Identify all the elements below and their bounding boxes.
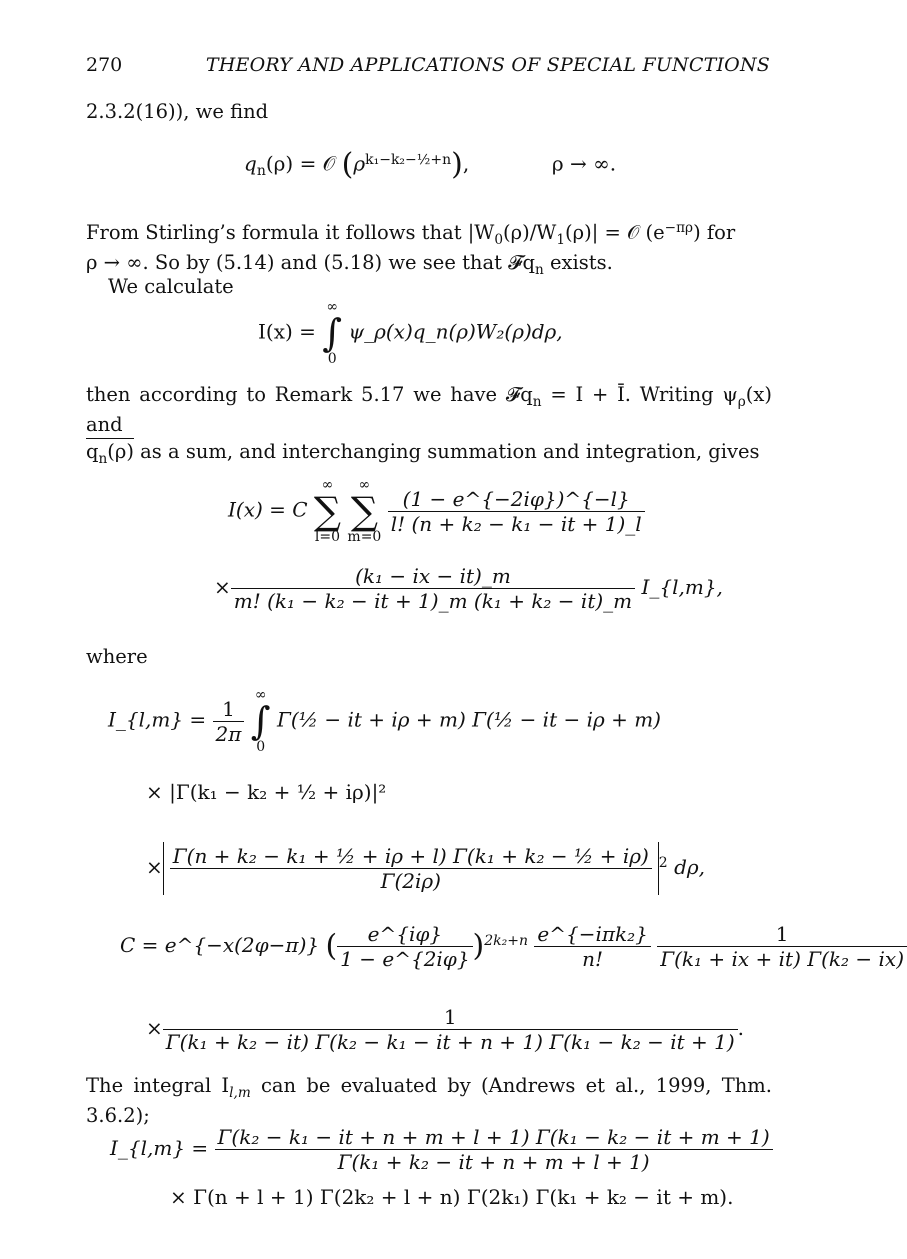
eq3b-tail: I_{l,m}, — [641, 575, 723, 599]
eq6-tail: dρ, — [674, 855, 705, 879]
p2-part-h: ρ → ∞. So by (5.14) and (5.18) we see that 𝓕q — [86, 251, 536, 274]
equation-qn-asymptotic: $q_n(\rho)$ = 𝒪 $(\rho^{k_1-k_2-\frac{1}{2}+n})$, ρ → ∞. — [244, 147, 617, 182]
equation-gamma-abs-squared: × |Γ(k₁ − k₂ + ½ + iρ)|² — [146, 780, 387, 804]
eq1-exponent: k₁−k₂−½+n — [365, 151, 452, 168]
p2-sub-0: 0 — [494, 231, 504, 248]
p4-part-c: = I + Ī. Writing ψ — [541, 383, 738, 406]
eq4-prefactor-den: 2π — [215, 721, 242, 746]
eq7-paren-fraction — [337, 922, 472, 971]
eq8-fraction — [163, 1005, 738, 1054]
equation-Ilm-closed-form-line2: × Γ(n + l + 1) Γ(2k₂ + l + n) Γ(2k₁) Γ(k₁ + k₂ − it + m). — [170, 1185, 734, 1209]
p4-sub-rho: ρ — [737, 393, 746, 410]
eq4-lower: 0 — [256, 739, 266, 755]
eq1-arg: (ρ) = 𝒪 — [265, 151, 336, 176]
p4-part-i: as a sum, and interchanging summation and integration, gives — [133, 440, 760, 463]
p6-part-c: can be evaluated by (Andrews et al., 1999, Thm. 3.6.2); — [86, 1074, 772, 1127]
eq1-base: ρ — [353, 151, 366, 176]
eq7-paren-den: 1 − e^{2iφ} — [340, 947, 470, 971]
eq1-lhs: q — [244, 151, 257, 176]
eq3-sum-l: ∞ ∑ l=0 — [313, 477, 342, 545]
paragraph-remark — [86, 381, 772, 468]
eq6-fraction — [170, 844, 652, 893]
eq4-upper: ∞ — [254, 687, 267, 703]
p6-sub-lm: l,m — [229, 1084, 251, 1101]
eq3-sum-l-top: ∞ — [321, 477, 334, 493]
eq7-phase-num: e^{−iπk₂} — [534, 922, 650, 947]
eq3b-fraction — [231, 564, 635, 613]
eq2-lower: 0 — [327, 351, 337, 367]
eq8-denominator: Γ(k₁ + k₂ − it) Γ(k₂ − k₁ − it + n + 1) Γ(k₁ − k₂ − it + 1) — [165, 1030, 735, 1054]
eq3-numerator: (1 − e^{−2iφ})^{−l} — [388, 487, 645, 512]
eq9-lhs: I_{l,m} = — [110, 1136, 209, 1160]
eq6-numerator: Γ(n + k₂ − k₁ + ½ + iρ + l) Γ(k₁ + k₂ − ½ + iρ) — [170, 844, 652, 869]
eq1-tail: ρ → ∞. — [551, 151, 617, 176]
eq4-integral-limits: ∞ ∫ 0 — [250, 687, 271, 755]
eq7-lhs: C = e^{−x(2φ−π)} — [120, 933, 320, 957]
equation-C-line2: × $\frac{1}{\text{Γ(k₁ + k₂ − it) Γ(k₂ − k₁ − it + n + 1) Γ(k₁ − k₂ − it + 1)}}$ . — [146, 1005, 744, 1054]
eq7-paren-num: e^{iφ} — [337, 922, 472, 947]
p2-part-g: ) for — [693, 221, 736, 244]
p4-q: q — [86, 440, 99, 463]
eq3-lhs: I(x) = C — [228, 497, 308, 522]
paragraph-where: where — [86, 645, 148, 668]
paragraph-stirling — [86, 219, 772, 279]
p2-exponent: −πρ — [664, 220, 694, 237]
eq7-gamma-num: 1 — [657, 922, 907, 947]
eq9-fraction — [215, 1125, 773, 1174]
p2-part-e: (ρ)| = 𝒪 (e — [565, 221, 665, 244]
p2-sub-n: n — [535, 261, 544, 278]
eq3-fraction — [388, 487, 645, 536]
page-number: 270 — [86, 54, 123, 76]
eq2-lhs: I(x) = — [258, 319, 316, 344]
eq7-gamma-fraction — [657, 922, 907, 971]
eq7-phase-fraction — [534, 922, 650, 971]
eq7-phase-den: n! — [582, 947, 604, 971]
p4-overline-qn — [86, 438, 134, 467]
p2-sub-1: 1 — [556, 231, 566, 248]
eq3-sum-m-top: ∞ — [358, 477, 371, 493]
eq4-body: Γ(½ − it + iρ + m) Γ(½ − it − iρ + m) — [276, 707, 661, 732]
p2-part-c: (ρ)/W — [503, 221, 557, 244]
paragraph-evaluated — [86, 1072, 772, 1129]
p2-part-j: exists. — [543, 251, 613, 274]
eq2-upper: ∞ — [326, 299, 338, 315]
eq7-gamma-den: Γ(k₁ + ix + it) Γ(k₂ − ix) — [660, 947, 905, 971]
eq3b-numerator: (k₁ − ix − it)_m — [231, 564, 635, 589]
eq9-numerator: Γ(k₂ − k₁ − it + n + m + l + 1) Γ(k₁ − k₂ − it + m + 1) — [215, 1125, 773, 1150]
equation-integral-Ix — [258, 300, 563, 366]
equation-double-sum-line2: × $\frac{\text{(k₁ − ix − it)\_m}}{\text{m! (k₁ − k₂ − it + 1)\_m (k₁ + k₂ − it)\_m}}$ I_{l,m}, — [214, 564, 723, 613]
eq3-sum-m: ∞ ∑ m=0 — [347, 477, 382, 545]
eq2-integral-limits: ∞ ∫ 0 — [322, 299, 343, 367]
eq6-denominator: Γ(2iρ) — [380, 869, 441, 893]
p4-rho: (ρ) — [107, 440, 134, 463]
eq1-lhs-sub: n — [256, 163, 266, 180]
running-head — [86, 54, 770, 80]
p2-part-a: From Stirling’s formula it follows that |W — [86, 221, 495, 244]
eq4-lhs: I_{l,m} = — [108, 707, 207, 732]
eq3-denominator: l! (n + k₂ − k₁ − it + 1)_l — [390, 511, 642, 536]
eq7-exponent: 2k₂+n — [484, 933, 529, 949]
equation-Ilm-integral — [108, 688, 661, 754]
running-title: THEORY AND APPLICATIONS OF SPECIAL FUNCTIONS — [205, 54, 770, 76]
p4-part-e: (x) and — [86, 383, 772, 436]
eq6-abs — [163, 842, 659, 895]
p6-part-a: The integral I — [86, 1074, 230, 1097]
paragraph-we-calculate: We calculate — [108, 275, 234, 298]
eq3-sum-l-bottom: l=0 — [314, 529, 341, 545]
eq9-denominator: Γ(k₁ + k₂ − it + n + m + l + 1) — [337, 1150, 650, 1174]
eq2-integrand: ψ_ρ(x)q_n(ρ)W₂(ρ)dρ, — [348, 319, 563, 344]
eq4-prefactor — [213, 697, 245, 746]
equation-Ilm-closed-form — [110, 1125, 773, 1174]
equation-C-definition: C = e^{−x(2φ−π)} ( $\frac{e\^{}\{i\varphi\}}{1 - e\^{}\{2i\varphi\}}$ )$^{2k_2+n}$ $\frac{\text{e\textasciicircum{}\{−iπk₂\}}}{n!}$ $\frac{1}{\text{Γ(k₁ + ix + it) Γ(k₂ − ix)}}$ — [120, 922, 907, 971]
eq3-sum-m-bottom: m=0 — [347, 529, 382, 545]
eq3b-denominator: m! (k₁ − k₂ − it + 1)_m (k₁ + k₂ − it)_m — [233, 589, 633, 613]
p4-sub-n2: n — [98, 450, 108, 467]
p4-sub-n: n — [532, 393, 542, 410]
eq4-prefactor-num: 1 — [213, 697, 245, 722]
equation-gamma-ratio: × $\frac{\text{Γ(n + k₂ − k₁ + ½ + iρ + l) Γ(k₁ + k₂ − ½ + iρ)}}{\Gamma(2i\rho)}$ $^2$ dρ, — [146, 844, 705, 893]
paragraph-1: 2.3.2(16)), we find — [86, 100, 269, 123]
p4-part-a: then according to Remark 5.17 we have 𝓕q — [86, 383, 533, 406]
eq8-numerator: 1 — [163, 1005, 738, 1030]
equation-double-sum — [228, 478, 645, 544]
